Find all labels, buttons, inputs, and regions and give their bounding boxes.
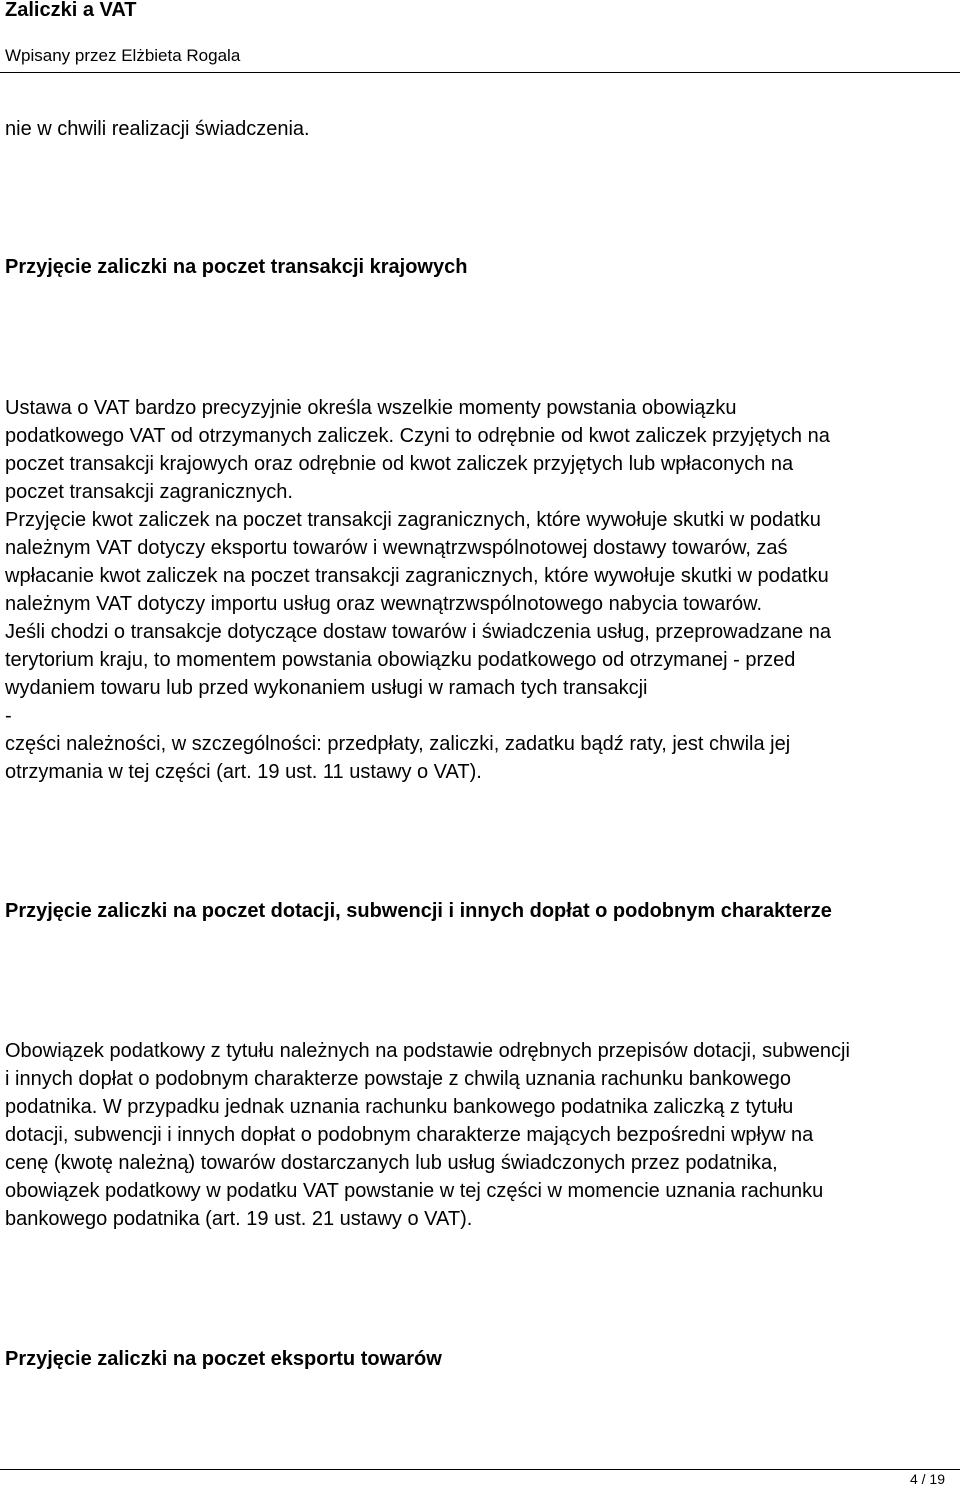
text-line: obowiązek podatkowy w podatku VAT powstanie w tej części w momencie uznania rachunku	[5, 1180, 824, 1202]
text-line: podatnika. W przypadku jednak uznania rachunku bankowego podatnika zaliczką z tytułu	[5, 1096, 794, 1118]
text-line: terytorium kraju, to momentem powstania obowiązku podatkowego od otrzymanej - przed	[5, 649, 796, 671]
text-line: bankowego podatnika (art. 19 ust. 21 ustawy o VAT).	[5, 1208, 473, 1230]
text-line: wydaniem towaru lub przed wykonaniem usługi w ramach tych transakcji	[5, 677, 648, 699]
header-title: Zaliczki a VAT	[5, 0, 137, 21]
footer-divider	[0, 1469, 960, 1470]
text-line: wpłacanie kwot zaliczek na poczet transakcji zagranicznych, które wywołuje skutki w podatku	[5, 565, 829, 587]
text-line: Przyjęcie kwot zaliczek na poczet transakcji zagranicznych, które wywołuje skutki w podatku	[5, 509, 821, 531]
text-line: poczet transakcji zagranicznych.	[5, 481, 293, 503]
text-line: cenę (kwotę należną) towarów dostarczanych lub usług świadczonych przez podatnika,	[5, 1152, 778, 1174]
text-line: należnym VAT dotyczy importu usług oraz wewnątrzwspólnotowego nabycia towarów.	[5, 593, 763, 615]
text-line: -	[5, 705, 12, 727]
text-line: nie w chwili realizacji świadczenia.	[5, 118, 310, 140]
text-line: części należności, w szczególności: przedpłaty, zaliczki, zadatku bądź raty, jest chwila jej	[5, 733, 791, 755]
text-line: poczet transakcji krajowych oraz odrębnie od kwot zaliczek przyjętych lub wpłaconych na	[5, 453, 794, 475]
text-line: należnym VAT dotyczy eksportu towarów i wewnątrzwspólnotowej dostawy towarów, zaś	[5, 537, 788, 559]
section-body-subsidies	[5, 1037, 957, 1233]
section-heading-domestic: Przyjęcie zaliczki na poczet transakcji krajowych	[5, 256, 468, 278]
text-line: podatkowego VAT od otrzymanych zaliczek. Czyni to odrębnie od kwot zaliczek przyjętych na	[5, 425, 830, 447]
section-heading-subsidies: Przyjęcie zaliczki na poczet dotacji, subwencji i innych dopłat o podobnym charakterze	[5, 900, 832, 922]
text-line: Ustawa o VAT bardzo precyzyjnie określa wszelkie momenty powstania obowiązku	[5, 397, 737, 419]
text-line: dotacji, subwencji i innych dopłat o podobnym charakterze mających bezpośredni wpływ na	[5, 1124, 814, 1146]
section-body-domestic	[5, 394, 957, 786]
text-line: Jeśli chodzi o transakcje dotyczące dostaw towarów i świadczenia usług, przeprowadzane na	[5, 621, 831, 643]
text-line: otrzymania w tej części (art. 19 ust. 11 ustawy o VAT).	[5, 761, 482, 783]
text-line: i innych dopłat o podobnym charakterze powstaje z chwilą uznania rachunku bankowego	[5, 1068, 792, 1090]
page-number: 4 / 19	[909, 1471, 945, 1487]
header-divider	[0, 72, 960, 73]
header-author: Wpisany przez Elżbieta Rogala	[5, 46, 241, 65]
intro-paragraph	[5, 115, 957, 143]
section-heading-export: Przyjęcie zaliczki na poczet eksportu towarów	[5, 1348, 442, 1370]
text-line: Obowiązek podatkowy z tytułu należnych na podstawie odrębnych przepisów dotacji, subwencji	[5, 1040, 850, 1062]
